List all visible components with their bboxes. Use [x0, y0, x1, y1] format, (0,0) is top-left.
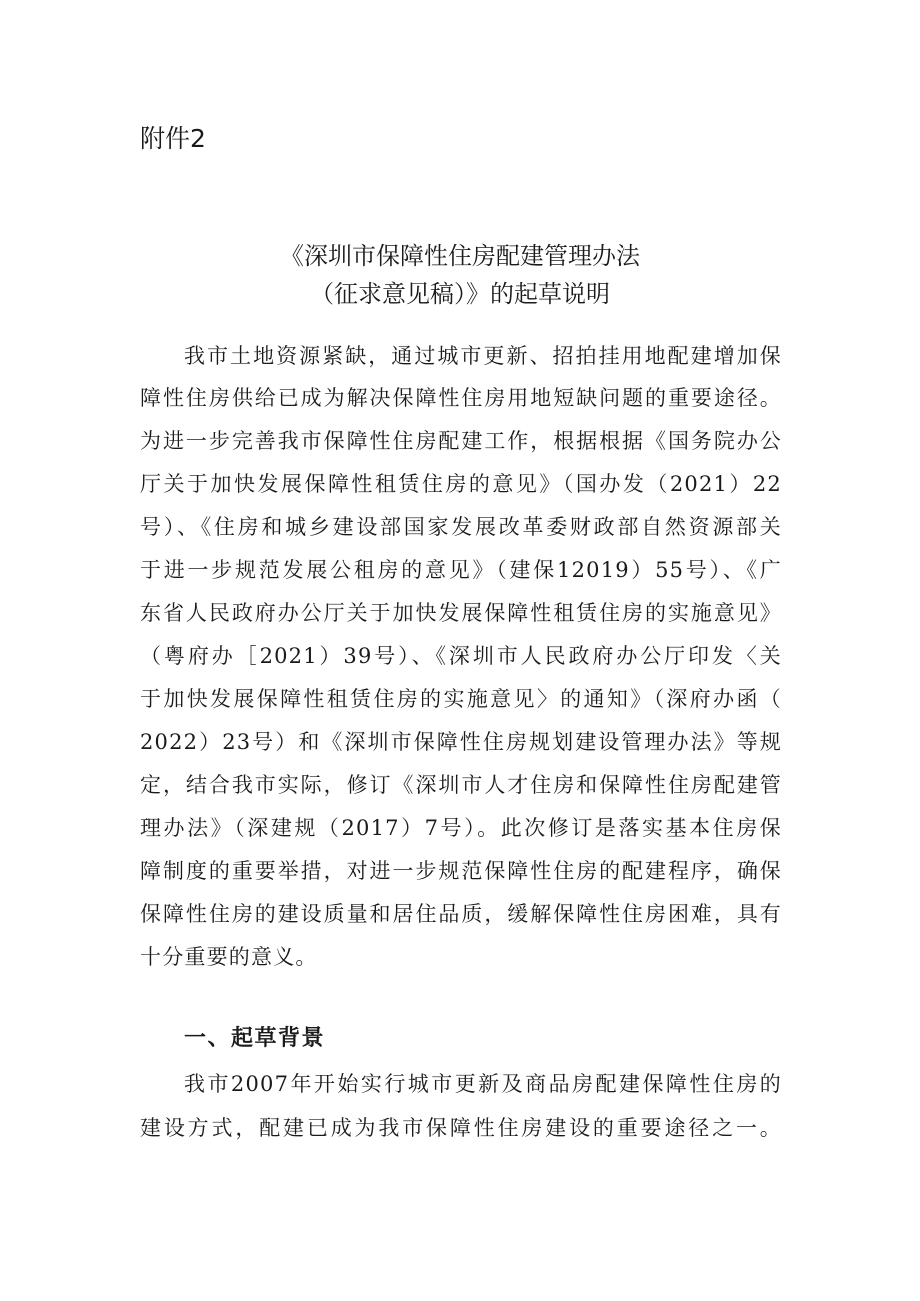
document-title-line-1: 《深圳市保障性住房配建管理办法	[280, 242, 640, 270]
paragraph-line: 理办法》（深建规（2017）7号）。此次修订是落实基本住房保	[140, 816, 782, 840]
paragraph-line: 厅关于加快发展保障性租赁住房的意见》（国办发（2021）22	[140, 472, 782, 496]
paragraph-line: 我市土地资源紧缺，通过城市更新、招拍挂用地配建增加保	[184, 344, 782, 368]
attachment-label: 附件2	[140, 124, 206, 153]
paragraph-line: 建设方式，配建已成为我市保障性住房建设的重要途径之一。	[140, 1116, 782, 1140]
paragraph-line: 保障性住房的建设质量和居住品质，缓解保障性住房困难，具有	[140, 902, 782, 926]
paragraph-line: 定，结合我市实际，修订《深圳市人才住房和保障性住房配建管	[140, 773, 782, 797]
paragraph-line: 十分重要的意义。	[140, 945, 318, 969]
paragraph-line: 为进一步完善我市保障性住房配建工作，根据根据《国务院办公	[140, 429, 782, 453]
document-title-line-2: （征求意见稿）》的起草说明	[310, 280, 610, 308]
paragraph-line: 号）、《住房和城乡建设部国家发展改革委财政部自然资源部关	[140, 515, 782, 539]
paragraph-line: 障制度的重要举措，对进一步规范保障性住房的配建程序，确保	[140, 859, 782, 883]
paragraph-line: 我市2007年开始实行城市更新及商品房配建保障性住房的	[184, 1072, 782, 1096]
paragraph-line: 东省人民政府办公厅关于加快发展保障性租赁住房的实施意见》	[140, 601, 782, 625]
paragraph-line: （粤府办［2021）39号）、《深圳市人民政府办公厅印发〈关	[140, 644, 782, 668]
paragraph-line: 障性住房供给已成为解决保障性住房用地短缺问题的重要途径。	[140, 386, 782, 410]
paragraph-line: 于加快发展保障性租赁住房的实施意见〉的通知》（深府办函（	[140, 687, 782, 711]
paragraph-line: 于进一步规范发展公租房的意见》（建保12019）55号）、《广	[140, 558, 782, 582]
paragraph-line: 2022）23号）和《深圳市保障性住房规划建设管理办法》等规	[140, 730, 782, 754]
section-heading: 一、起草背景	[184, 1026, 326, 1051]
